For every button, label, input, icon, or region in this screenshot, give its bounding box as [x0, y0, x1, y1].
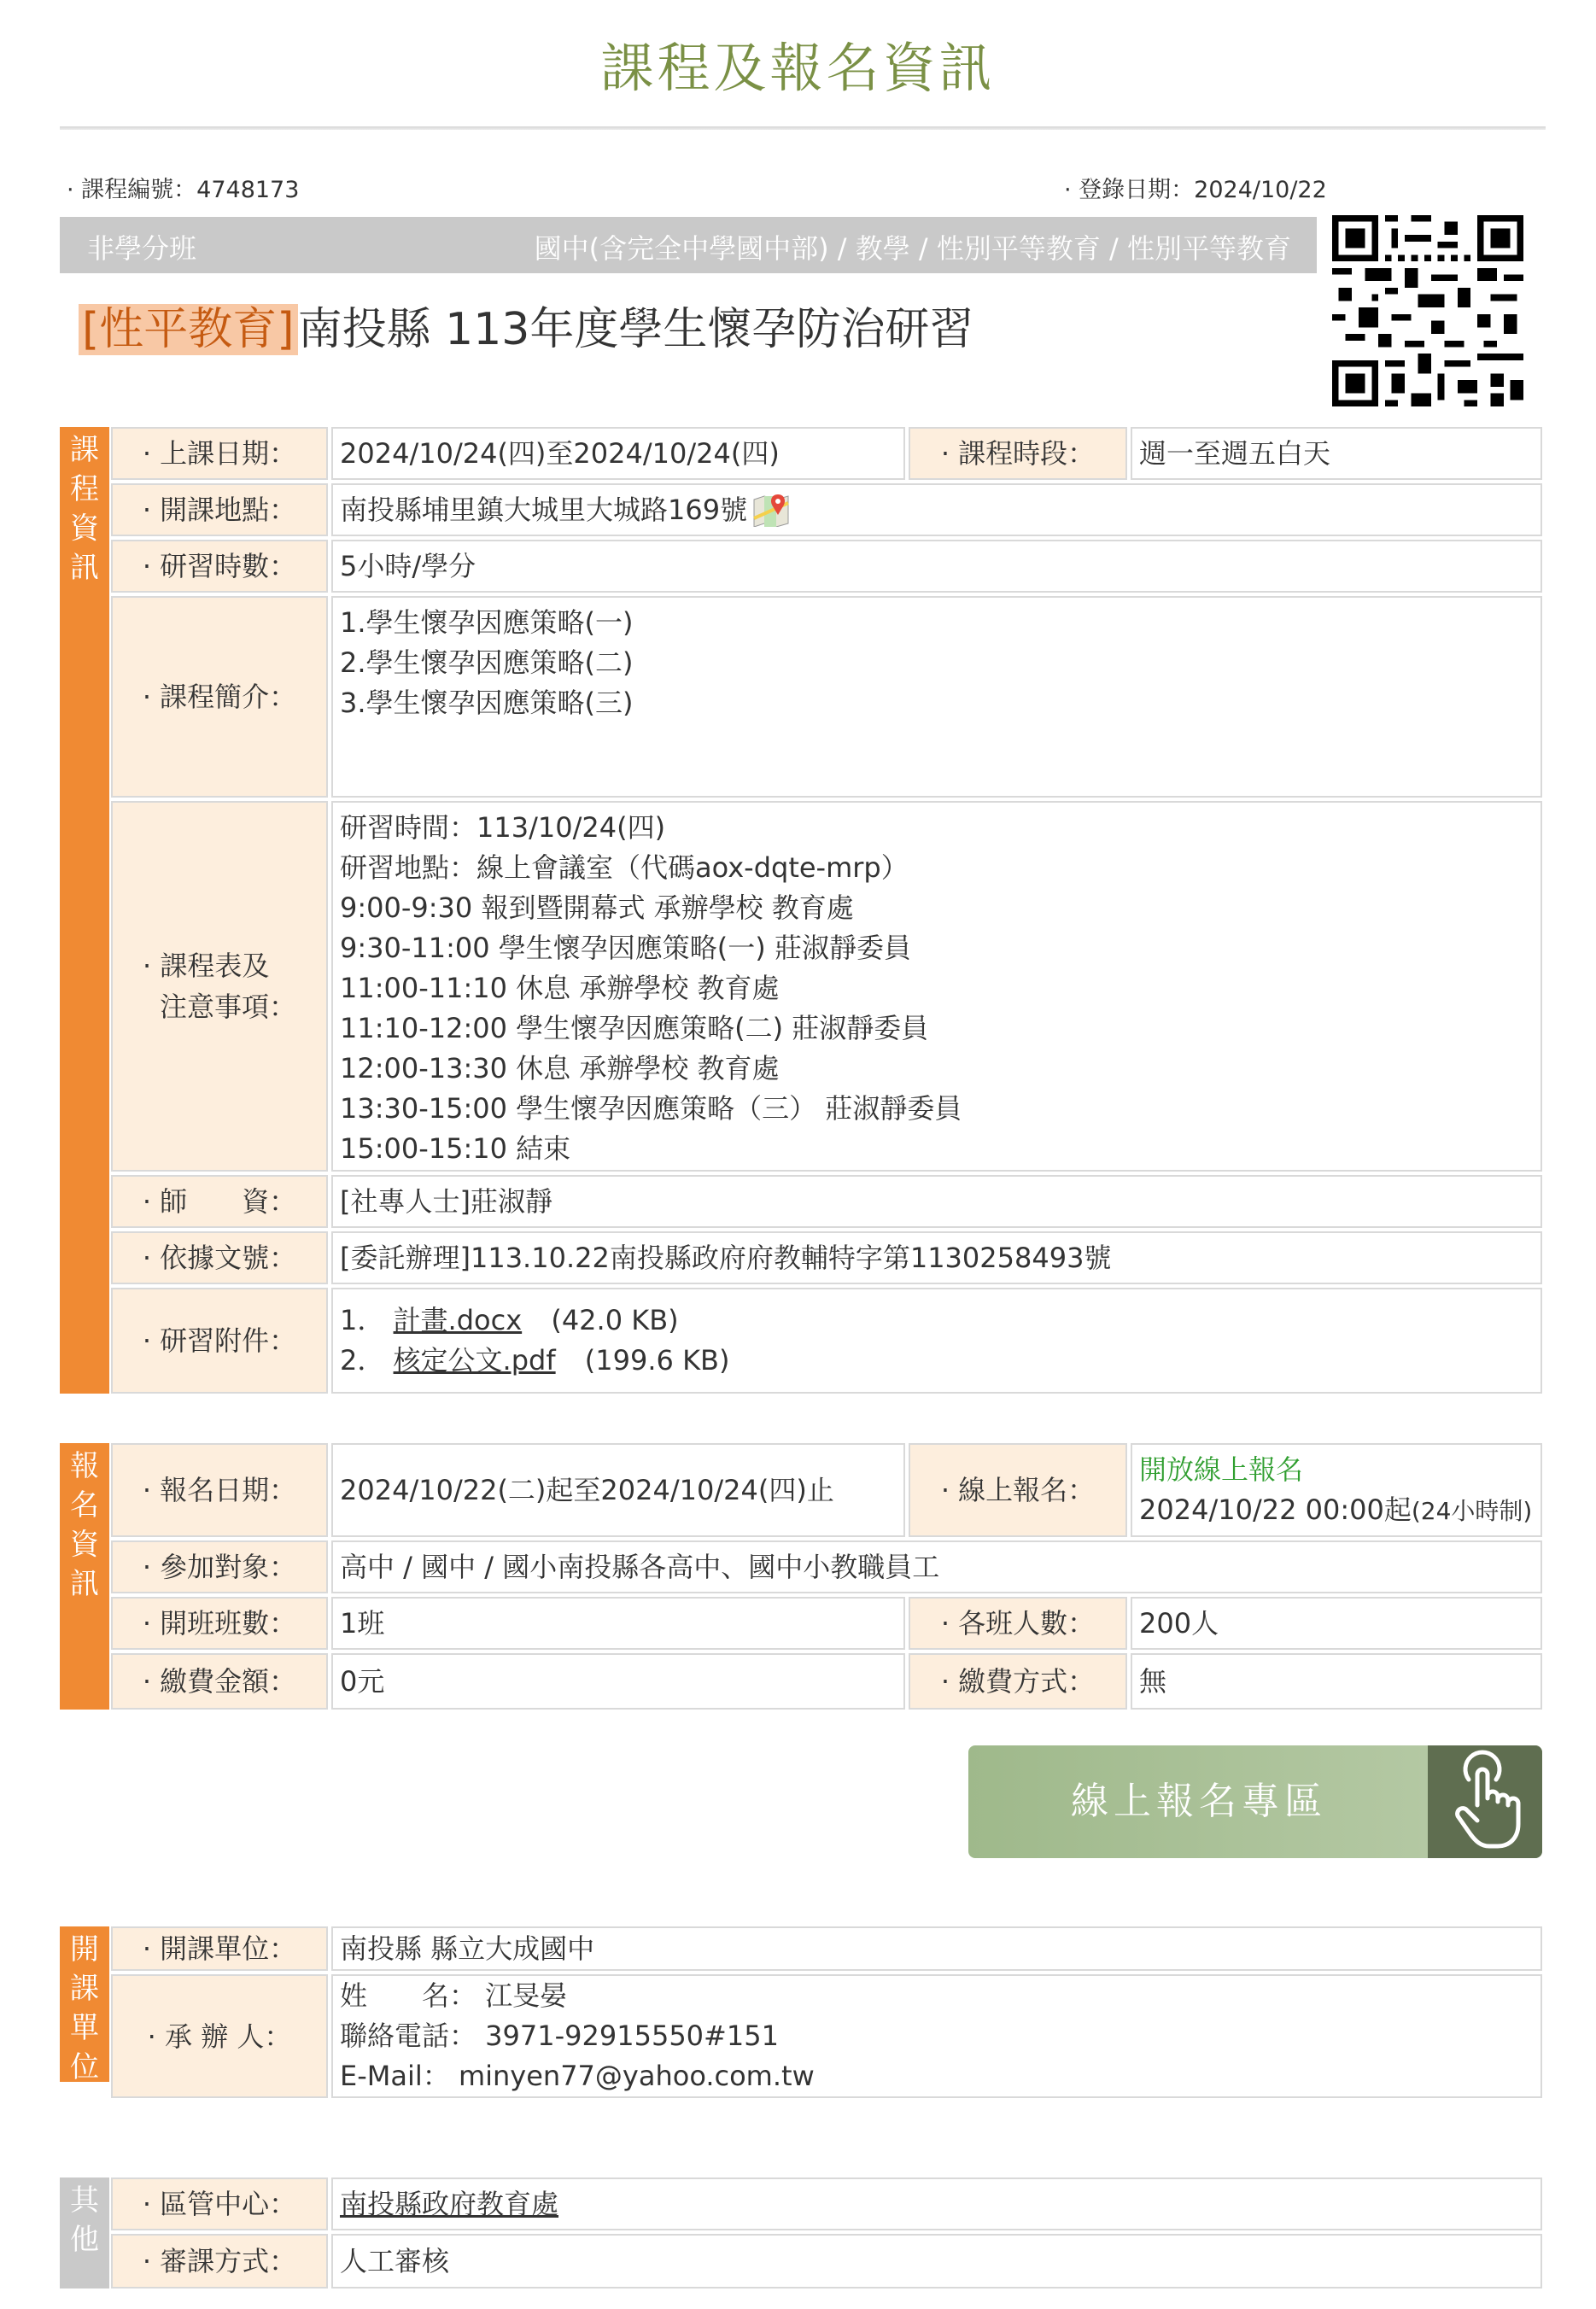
fee-value: 0元	[331, 1653, 905, 1710]
course-info-side-label: 課 程 資 訊	[60, 427, 109, 1394]
doc-value: [委託辦理]113.10.22南投縣政府府教輔特字第1130258493號	[331, 1231, 1542, 1284]
attachment-link-docx[interactable]: 計畫.docx	[393, 1304, 523, 1336]
contact-label: · 承 辦 人：	[111, 1974, 328, 2098]
target-label: · 參加對象：	[111, 1540, 328, 1593]
signup-date-value: 2024/10/22(二)起至2024/10/24(四)止	[331, 1443, 905, 1537]
online-signup-time-line	[1139, 1490, 1534, 1531]
classes-value: 1班	[331, 1597, 905, 1650]
schedule-line: 15:00-15:10 結束	[340, 1132, 571, 1165]
schedule-label	[111, 801, 328, 1172]
other-section	[60, 2177, 1542, 2289]
capacity-label: · 各班人數：	[909, 1597, 1127, 1650]
payment-label: · 繳費方式：	[909, 1653, 1127, 1710]
online-signup-button[interactable]	[968, 1745, 1542, 1858]
signup-date-label: · 報名日期：	[111, 1443, 328, 1537]
unit-label: · 開課單位：	[111, 1926, 328, 1971]
credit-type: 非學分班	[87, 232, 197, 265]
course-title	[79, 293, 973, 357]
intro-line: 2.學生懷孕因應策略(二)	[340, 646, 634, 679]
attachment-item	[340, 1341, 1534, 1381]
attachment-link-pdf[interactable]: 核定公文.pdf	[393, 1344, 556, 1377]
signup-info-section	[60, 1443, 1542, 1710]
attachment-item	[340, 1301, 1534, 1341]
online-signup-value	[1131, 1443, 1542, 1537]
attachment-label: · 研習附件：	[111, 1288, 328, 1394]
location-line	[340, 490, 1534, 530]
fee-label: · 繳費金額：	[111, 1653, 328, 1710]
course-name: 南投縣 113年度學生懷孕防治研習	[297, 304, 974, 355]
attachment-size: (199.6 KB)	[584, 1344, 730, 1377]
schedule-label-line1: · 課程表及	[142, 950, 270, 982]
schedule-line: 研習地點：線上會議室（代碼aox-dqte-mrp）	[340, 851, 909, 884]
target-value: 高中 / 國中 / 國小南投縣各高中、國中小教職員工	[331, 1540, 1542, 1593]
classes-label: · 開班班數：	[111, 1597, 328, 1650]
organizer-section	[60, 1926, 1542, 2092]
date-label: · 上課日期：	[111, 427, 328, 480]
intro-value	[331, 596, 1542, 798]
teacher-value: [社專人士]莊淑靜	[331, 1175, 1542, 1228]
online-signup-label: · 線上報名：	[909, 1443, 1127, 1537]
schedule-line: 11:10-12:00 學生懷孕因應策略(二) 莊淑靜委員	[340, 1012, 929, 1044]
location-value: 南投縣埔里鎮大城里大城路169號	[340, 493, 748, 526]
contact-value	[331, 1974, 1542, 2098]
center-link[interactable]: 南投縣政府教育處	[340, 2187, 559, 2220]
page-title: 課程及報名資訊	[600, 37, 996, 99]
intro-label: · 課程簡介：	[111, 596, 328, 798]
attachment-list	[331, 1288, 1542, 1394]
review-value: 人工審核	[331, 2234, 1542, 2289]
doc-label: · 依據文號：	[111, 1231, 328, 1284]
schedule-label-line2: 注意事項：	[159, 991, 296, 1023]
schedule-line: 9:30-11:00 學生懷孕因應策略(一) 莊淑靜委員	[340, 932, 911, 964]
intro-line: 1.學生懷孕因應策略(一)	[340, 606, 634, 639]
tap-hand-icon	[1428, 1745, 1542, 1858]
period-value: 週一至週五白天	[1131, 427, 1542, 480]
schedule-value	[331, 801, 1542, 1172]
online-signup-status: 開放線上報名	[1139, 1453, 1304, 1486]
attachment-num: 1．	[340, 1304, 385, 1336]
center-value-cell	[331, 2177, 1542, 2230]
contact-email: E-Mail： minyen77@yahoo.com.tw	[340, 2060, 815, 2092]
attachment-num: 2．	[340, 1344, 385, 1377]
organizer-side-label: 開 課 單 位	[60, 1926, 109, 2082]
intro-line: 3.學生懷孕因應策略(三)	[340, 687, 634, 719]
hours-label: · 研習時數：	[111, 540, 328, 593]
contact-phone: 聯絡電話： 3971-92915550#151	[340, 2020, 779, 2052]
capacity-value: 200人	[1131, 1597, 1542, 1650]
category-path: 國中(含完全中學國中部) / 教學 / 性別平等教育 / 性別平等教育	[534, 232, 1291, 265]
review-label: · 審課方式：	[111, 2234, 328, 2289]
schedule-line: 11:00-11:10 休息 承辦學校 教育處	[340, 972, 780, 1004]
unit-value: 南投縣 縣立大成國中	[331, 1926, 1542, 1971]
online-signup-time: 2024/10/22 00:00起	[1139, 1493, 1412, 1526]
location-cell	[331, 483, 1542, 536]
online-signup-button-label: 線上報名專區	[1071, 1780, 1327, 1823]
register-date: · 登錄日期：2024/10/22	[1064, 177, 1327, 203]
map-icon[interactable]	[752, 493, 790, 527]
period-label: · 課程時段：	[909, 427, 1127, 480]
course-number: · 課程編號：4748173	[67, 177, 300, 203]
location-label: · 開課地點：	[111, 483, 328, 536]
course-info-section	[60, 427, 1542, 1394]
contact-name: 姓 名： 江旻晏	[340, 1979, 568, 2012]
signup-info-side-label: 報 名 資 訊	[60, 1443, 109, 1710]
course-tag: [性平教育]	[79, 304, 298, 355]
schedule-line: 研習時間：113/10/24(四)	[340, 811, 666, 844]
teacher-label: · 師 資：	[111, 1175, 328, 1228]
payment-value: 無	[1131, 1653, 1542, 1710]
other-side-label: 其 他	[60, 2177, 109, 2289]
tap-hand-icon-box	[1428, 1745, 1542, 1858]
center-label: · 區管中心：	[111, 2177, 328, 2230]
schedule-line: 13:30-15:00 學生懷孕因應策略（三） 莊淑靜委員	[340, 1092, 962, 1125]
online-signup-note: (24小時制)	[1411, 1496, 1533, 1525]
date-value: 2024/10/24(四)至2024/10/24(四)	[331, 427, 905, 480]
qr-code[interactable]	[1332, 215, 1523, 406]
category-bar	[60, 217, 1317, 273]
schedule-line: 12:00-13:30 休息 承辦學校 教育處	[340, 1052, 780, 1084]
schedule-line: 9:00-9:30 報到暨開幕式 承辦學校 教育處	[340, 891, 854, 924]
attachment-size: (42.0 KB)	[551, 1304, 679, 1336]
title-divider	[60, 126, 1546, 130]
hours-value: 5小時/學分	[331, 540, 1542, 593]
